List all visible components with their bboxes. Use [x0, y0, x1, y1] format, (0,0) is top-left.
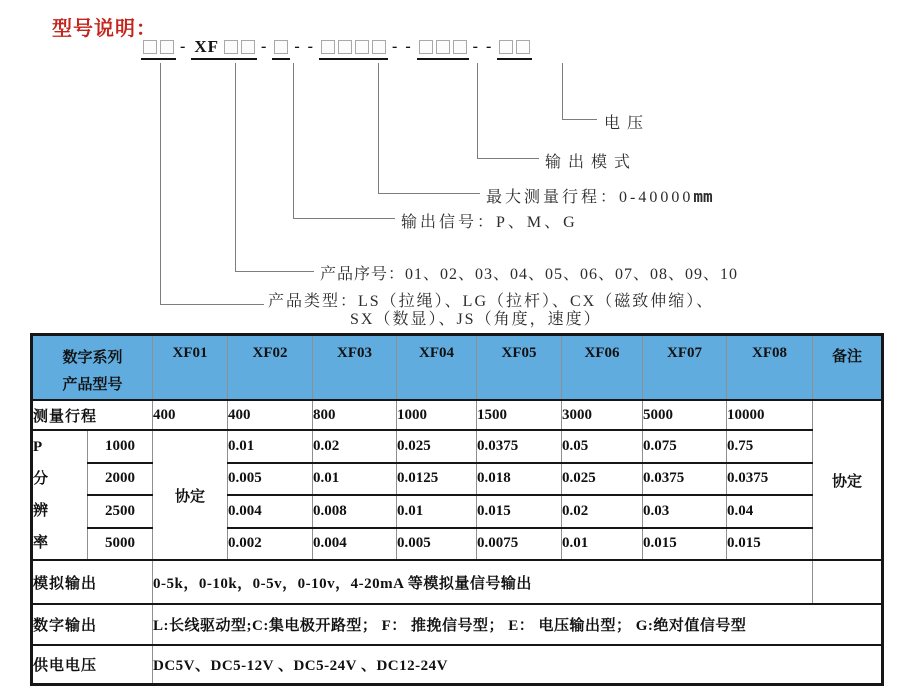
- travel-label: 测量行程: [32, 400, 153, 430]
- res-1000-xf08: 0.75: [727, 430, 813, 463]
- code-box: [419, 40, 433, 54]
- header-xf05: XF05: [477, 335, 562, 401]
- code-dash: - -: [472, 38, 494, 55]
- travel-xf06: 3000: [562, 400, 643, 430]
- travel-xf08: 10000: [727, 400, 813, 430]
- res-2500-xf05: 0.015: [477, 495, 562, 528]
- analog-remark-empty: [813, 560, 883, 604]
- res-5000-xf08: 0.015: [727, 528, 813, 561]
- code-box: [224, 40, 238, 54]
- legend-max-travel-text: 最大测量行程：0-40000: [486, 189, 694, 206]
- res-5000-xf03: 0.004: [313, 528, 397, 561]
- analog-output-label: 模拟输出: [32, 560, 153, 604]
- legend-product-type-line2: SX（数显）、JS（角度，速度）: [350, 311, 602, 328]
- code-box: [453, 40, 467, 54]
- resolution-row-1000: [32, 430, 883, 463]
- res-5000-xf04: 0.005: [397, 528, 477, 561]
- resolution-range-1000: 1000: [88, 430, 153, 463]
- res-2000-xf04: 0.0125: [397, 463, 477, 496]
- code-box: [274, 40, 288, 54]
- res-2500-xf06: 0.02: [562, 495, 643, 528]
- code-dash: -: [261, 38, 269, 55]
- resolution-p-label: [32, 430, 88, 560]
- code-group-voltage: [497, 40, 532, 60]
- code-xf-prefix: XF: [194, 37, 219, 56]
- legend-output-mode-label: 输出模式: [545, 154, 638, 171]
- code-dash: - -: [294, 38, 315, 55]
- analog-output-row: [32, 560, 883, 604]
- spec-table: [30, 333, 884, 686]
- code-box: [436, 40, 450, 54]
- travel-row: [32, 400, 883, 430]
- code-box: [499, 40, 513, 54]
- connector-output-mode: [477, 63, 539, 159]
- code-box: [321, 40, 335, 54]
- header-xf06: XF06: [562, 335, 643, 401]
- travel-xf04: 1000: [397, 400, 477, 430]
- code-group-output-mode: [417, 40, 469, 60]
- code-box: [372, 40, 386, 54]
- travel-xf02: 400: [228, 400, 313, 430]
- code-group-max-travel: [319, 40, 388, 60]
- legend-product-type-line1: 产品类型：LS（拉绳）、LG（拉杆）、CX（磁致伸缩）、: [268, 293, 715, 310]
- res-2500-xf07: 0.03: [643, 495, 727, 528]
- travel-xf01: 400: [153, 400, 228, 430]
- p-char: 率: [33, 535, 49, 551]
- res-2000-xf02: 0.005: [228, 463, 313, 496]
- travel-xf03: 800: [313, 400, 397, 430]
- code-group-product-type: [141, 40, 176, 60]
- remark-merged-cell: 协定: [813, 400, 883, 560]
- res-5000-xf05: 0.0075: [477, 528, 562, 561]
- res-2500-xf02: 0.004: [228, 495, 313, 528]
- code-box: [516, 40, 530, 54]
- code-group-output-signal: [272, 40, 290, 60]
- p-char: 分: [33, 471, 49, 487]
- code-dash: -: [180, 38, 188, 55]
- legend-max-travel-unit: mm: [693, 187, 713, 206]
- header-series-line2: 产品型号: [62, 377, 123, 393]
- header-xf04: XF04: [397, 335, 477, 401]
- header-xf03: XF03: [313, 335, 397, 401]
- legend-product-type-label: [268, 293, 908, 328]
- header-remark: 备注: [813, 335, 883, 401]
- res-5000-xf06: 0.01: [562, 528, 643, 561]
- travel-xf05: 1500: [477, 400, 562, 430]
- analog-output-value: 0-5k，0-10k，0-5v，0-10v，4-20mA 等模拟量信号输出: [153, 560, 813, 604]
- res-2000-xf06: 0.025: [562, 463, 643, 496]
- res-1000-xf06: 0.05: [562, 430, 643, 463]
- legend-output-signal-label: 输出信号：P、M、G: [401, 214, 578, 231]
- res-2000-xf08: 0.0375: [727, 463, 813, 496]
- legend-serial-label: 产品序号：01、02、03、04、05、06、07、08、09、10: [320, 266, 739, 283]
- model-code-diagram: [141, 37, 532, 60]
- code-box: [143, 40, 157, 54]
- digital-output-row: [32, 604, 883, 645]
- legend-max-travel-label: [486, 184, 713, 207]
- res-2500-xf08: 0.04: [727, 495, 813, 528]
- p-char: P: [33, 439, 43, 455]
- code-box: [338, 40, 352, 54]
- code-box: [160, 40, 174, 54]
- res-2000-xf07: 0.0375: [643, 463, 727, 496]
- travel-xf07: 5000: [643, 400, 727, 430]
- header-xf02: XF02: [228, 335, 313, 401]
- res-2500-xf04: 0.01: [397, 495, 477, 528]
- res-5000-xf02: 0.002: [228, 528, 313, 561]
- power-supply-label: 供电电压: [32, 645, 153, 684]
- res-1000-xf07: 0.075: [643, 430, 727, 463]
- power-supply-row: [32, 645, 883, 684]
- code-group-series: [191, 37, 257, 60]
- resolution-range-2500: 2500: [88, 495, 153, 528]
- connector-product-type: [160, 63, 264, 305]
- resolution-range-2000: 2000: [88, 463, 153, 496]
- page-title: 型号说明：: [52, 18, 157, 40]
- header-series-line1: 数字系列: [62, 350, 123, 366]
- code-box: [355, 40, 369, 54]
- header-xf07: XF07: [643, 335, 727, 401]
- res-1000-xf03: 0.02: [313, 430, 397, 463]
- table-header-row: [32, 335, 883, 401]
- resolution-range-5000: 5000: [88, 528, 153, 561]
- code-box: [241, 40, 255, 54]
- code-dash: - -: [391, 38, 413, 55]
- legend-voltage-label: 电压: [604, 115, 651, 132]
- res-1000-xf05: 0.0375: [477, 430, 562, 463]
- power-supply-value: DC5V、DC5-12V 、DC5-24V 、DC12-24V: [153, 645, 883, 684]
- digital-output-label: 数字输出: [32, 604, 153, 645]
- digital-output-value: L:长线驱动型;C:集电极开路型； F： 推挽信号型； E： 电压输出型； G:绝对值信号型: [153, 604, 883, 645]
- res-2500-xf03: 0.008: [313, 495, 397, 528]
- res-1000-xf02: 0.01: [228, 430, 313, 463]
- res-2000-xf05: 0.018: [477, 463, 562, 496]
- header-xf08: XF08: [727, 335, 813, 401]
- res-5000-xf07: 0.015: [643, 528, 727, 561]
- p-char: 辨: [33, 503, 49, 519]
- res-2000-xf03: 0.01: [313, 463, 397, 496]
- res-1000-xf04: 0.025: [397, 430, 477, 463]
- header-xf01: XF01: [153, 335, 228, 401]
- header-series-cell: [32, 335, 153, 401]
- resolution-xf01-merged: 协定: [153, 430, 228, 560]
- connector-voltage: [562, 63, 597, 120]
